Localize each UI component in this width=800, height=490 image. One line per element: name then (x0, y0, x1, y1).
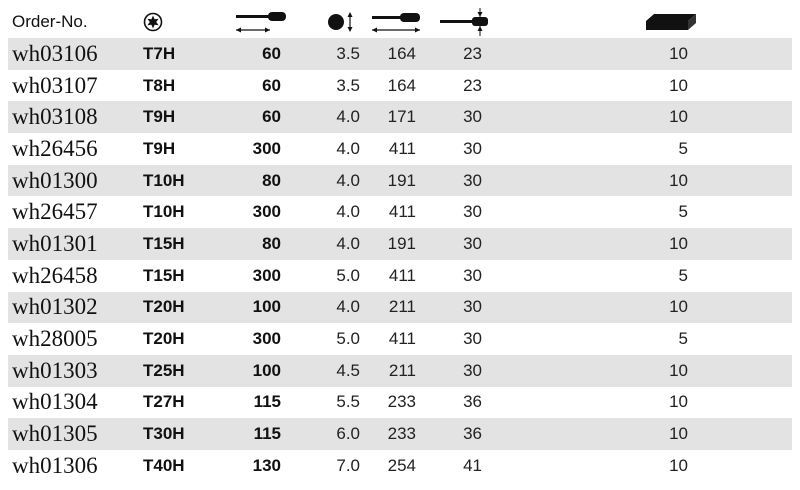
order-number-cell: wh03108 (12, 104, 98, 130)
torx-size-cell: T7H (143, 43, 176, 63)
torx-size-cell: T8H (143, 75, 176, 95)
overall-length-cell: 411 (388, 329, 416, 349)
blade-diameter-cell: 5.5 (336, 392, 360, 412)
overall-length-cell: 233 (387, 392, 416, 412)
table-row (8, 387, 792, 419)
pack-quantity-cell: 10 (669, 233, 688, 253)
order-number-header: Order-No. (12, 12, 88, 31)
pack-quantity-cell: 10 (669, 43, 688, 63)
blade-diameter-cell: 4.0 (336, 233, 360, 253)
table-header (8, 6, 792, 38)
blade-length-cell: 60 (262, 75, 281, 95)
overall-length-cell: 191 (387, 170, 416, 190)
blade-diameter-cell: 5.0 (336, 329, 360, 349)
tip-width-cell: 36 (463, 392, 482, 412)
torx-size-cell: T25H (143, 360, 185, 380)
blade-length-cell: 300 (252, 265, 281, 285)
blade-diameter-cell: 4.0 (336, 202, 360, 222)
blade-length-cell: 300 (252, 202, 281, 222)
tip-width-cell: 30 (463, 107, 482, 127)
torx-size-cell: T40H (143, 455, 185, 475)
blade-diameter-cell: 6.0 (336, 424, 360, 444)
pack-quantity-cell: 5 (678, 265, 688, 285)
tip-width-cell: 30 (463, 233, 482, 253)
torx-size-cell: T20H (143, 297, 185, 317)
blade-diameter-cell: 4.0 (336, 107, 360, 127)
torx-size-cell: T10H (143, 202, 185, 222)
torx-size-cell: T30H (143, 424, 185, 444)
tip-width-cell: 30 (463, 360, 482, 380)
blade-length-cell: 60 (262, 107, 281, 127)
blade-length-cell: 115 (253, 392, 281, 412)
tip-width-cell: 41 (463, 455, 482, 475)
blade-length-cell: 60 (262, 43, 281, 63)
overall-length-cell: 254 (387, 455, 416, 475)
torx-size-icon (143, 6, 163, 38)
tip-width-cell: 23 (463, 75, 482, 95)
overall-length-cell: 233 (387, 424, 416, 444)
blade-diameter-cell: 4.0 (336, 138, 360, 158)
torx-size-cell: T27H (143, 392, 185, 412)
overall-length-cell: 171 (387, 107, 416, 127)
table-row (8, 228, 792, 260)
table-row (8, 38, 792, 70)
order-number-cell: wh01305 (12, 421, 98, 447)
tip-width-cell: 30 (463, 138, 482, 158)
blade-length-cell: 130 (252, 455, 281, 475)
order-number-cell: wh01302 (12, 294, 98, 320)
table-row (8, 101, 792, 133)
order-number-cell: wh28005 (12, 326, 98, 352)
order-number-cell: wh03107 (12, 72, 98, 98)
product-spec-table (8, 6, 792, 482)
pack-quantity-cell: 10 (669, 455, 688, 475)
pack-quantity-cell: 5 (678, 329, 688, 349)
order-number-cell: wh26457 (12, 199, 98, 225)
order-number-cell: wh26458 (12, 262, 98, 288)
blade-diameter-icon (326, 6, 356, 38)
table-row (8, 450, 792, 482)
table-row (8, 70, 792, 102)
overall-length-cell: 164 (387, 75, 416, 95)
order-number-cell: wh03106 (12, 40, 98, 66)
order-number-cell: wh01300 (12, 167, 98, 193)
torx-size-cell: T20H (143, 329, 185, 349)
overall-length-cell: 211 (388, 297, 416, 317)
order-number-cell: wh01301 (12, 230, 98, 256)
blade-diameter-cell: 3.5 (336, 43, 360, 63)
torx-size-cell: T15H (143, 233, 185, 253)
table-row (8, 355, 792, 387)
torx-size-cell: T9H (143, 138, 176, 158)
overall-length-icon (368, 6, 424, 38)
blade-length-cell: 100 (252, 360, 281, 380)
table-row (8, 323, 792, 355)
order-number-cell: wh01306 (12, 452, 98, 478)
pack-quantity-cell: 10 (669, 170, 688, 190)
blade-length-cell: 100 (252, 297, 281, 317)
blade-length-cell: 80 (262, 170, 281, 190)
torx-size-cell: T9H (143, 107, 176, 127)
overall-length-cell: 411 (388, 265, 416, 285)
tip-width-cell: 23 (463, 43, 482, 63)
torx-size-cell: T10H (143, 170, 185, 190)
pack-quantity-cell: 5 (678, 138, 688, 158)
order-number-cell: wh01304 (12, 389, 98, 415)
overall-length-cell: 164 (387, 43, 416, 63)
table-row (8, 418, 792, 450)
blade-diameter-cell: 4.0 (336, 170, 360, 190)
torx-size-cell: T15H (143, 265, 185, 285)
table-row (8, 260, 792, 292)
tip-width-cell: 30 (463, 202, 482, 222)
blade-diameter-cell: 5.0 (336, 265, 360, 285)
blade-diameter-cell: 4.5 (336, 360, 360, 380)
tip-width-cell: 36 (463, 424, 482, 444)
pack-quantity-cell: 10 (669, 75, 688, 95)
tip-width-cell: 30 (463, 265, 482, 285)
pack-quantity-cell: 10 (669, 107, 688, 127)
table-body (8, 38, 792, 482)
pack-quantity-cell: 10 (669, 392, 688, 412)
overall-length-cell: 411 (388, 202, 416, 222)
overall-length-cell: 211 (388, 360, 416, 380)
order-number-cell: wh26456 (12, 135, 98, 161)
table-row (8, 133, 792, 165)
overall-length-cell: 191 (387, 233, 416, 253)
tip-width-icon (436, 6, 492, 38)
blade-length-cell: 115 (253, 424, 281, 444)
blade-diameter-cell: 4.0 (336, 297, 360, 317)
table-row (8, 165, 792, 197)
pack-quantity-cell: 10 (669, 360, 688, 380)
blade-diameter-cell: 3.5 (336, 75, 360, 95)
blade-length-icon (228, 6, 290, 38)
blade-length-cell: 300 (252, 138, 281, 158)
tip-width-cell: 30 (463, 170, 482, 190)
blade-diameter-cell: 7.0 (336, 455, 360, 475)
pack-quantity-cell: 10 (669, 297, 688, 317)
pack-quantity-icon (644, 6, 698, 38)
table-row (8, 196, 792, 228)
pack-quantity-cell: 5 (678, 202, 688, 222)
blade-length-cell: 300 (252, 329, 281, 349)
pack-quantity-cell: 10 (669, 424, 688, 444)
tip-width-cell: 30 (463, 329, 482, 349)
order-number-cell: wh01303 (12, 357, 98, 383)
table-row (8, 292, 792, 324)
blade-length-cell: 80 (262, 233, 281, 253)
tip-width-cell: 30 (463, 297, 482, 317)
overall-length-cell: 411 (388, 138, 416, 158)
